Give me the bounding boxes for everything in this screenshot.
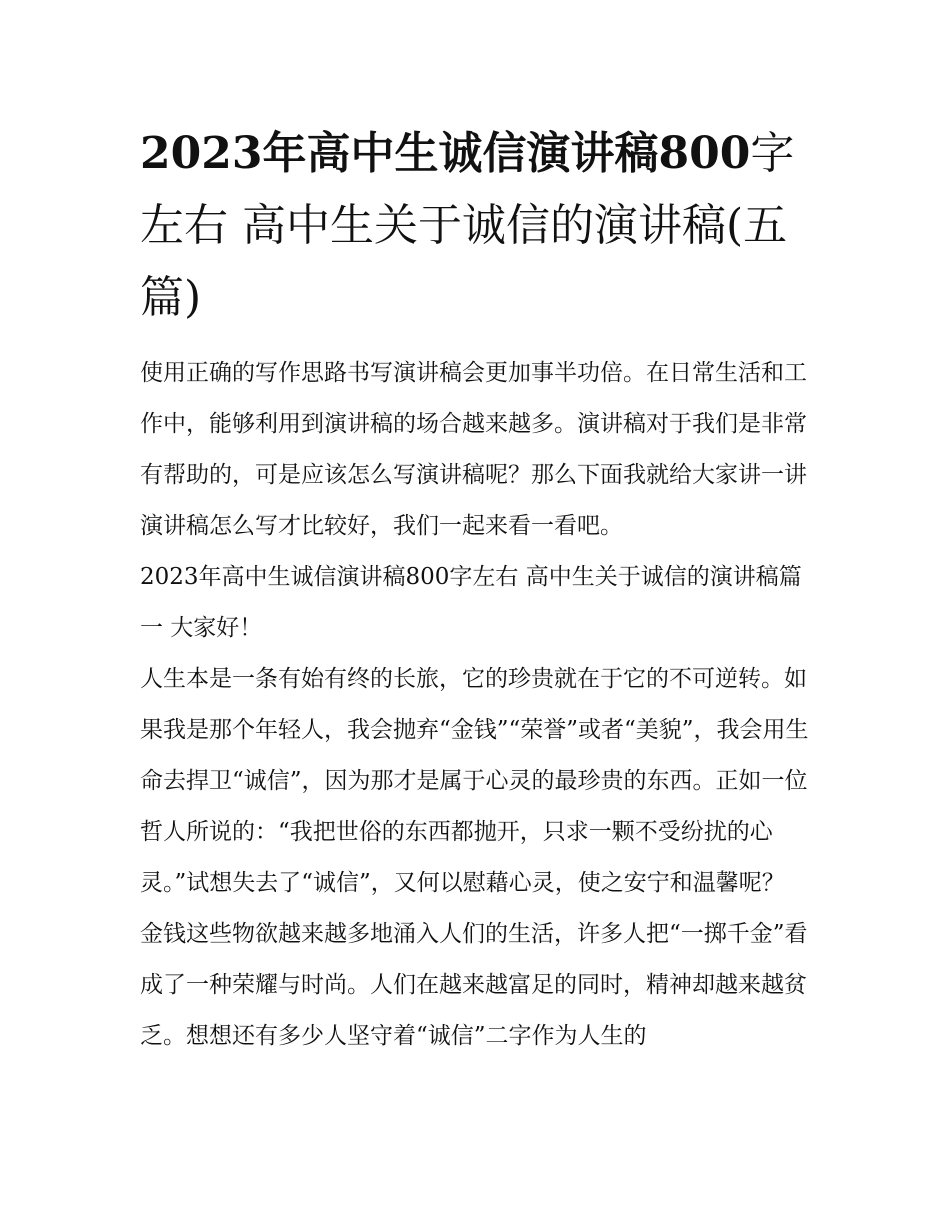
- document-page: [140, 118, 815, 1062]
- paragraph-money: 金钱这些物欲越来越多地涌入人们的生活，许多人把“一掷千金”看成了一种荣耀与时尚。人们在越来越富足的同时，精神却越来越贫乏。想想还有多少人坚守着“诚信”二字作为人生的: [140, 921, 808, 1049]
- paragraph-life-journey: 人生本是一条有始有终的长旅，它的珍贵就在于它的不可逆转。如果我是那个年轻人，我会抛弃“金钱”“荣誉”或者“美貌”，我会用生命去捍卫“诚信”，因为那才是属于心灵的最珍贵的东西。正如一位哲人所说的：“我把世俗的东西都抛开，只求一颗不受纷扰的心灵。”试想失去了“诚信”，又何以慰藉心灵，使之安宁和温馨呢？: [140, 666, 809, 896]
- document-title-rest: 字左右 高中生关于诚信的演讲稿(五篇): [140, 128, 795, 323]
- document-title-lead: 2023年高中生诚信演讲稿800: [140, 128, 751, 179]
- paragraph-intro: 使用正确的写作思路书写演讲稿会更加事半功倍。在日常生活和工作中，能够利用到演讲稿的场合越来越多。演讲稿对于我们是非常有帮助的，可是应该怎么写演讲稿呢？那么下面我就给大家讲一讲演讲稿怎么写才比较好，我们一起来看一看吧。: [140, 360, 807, 539]
- document-body: [140, 348, 815, 1062]
- document-title: [140, 118, 815, 334]
- paragraph-heading-one: 2023年高中生诚信演讲稿800字左右 高中生关于诚信的演讲稿篇一 大家好！: [140, 564, 802, 641]
